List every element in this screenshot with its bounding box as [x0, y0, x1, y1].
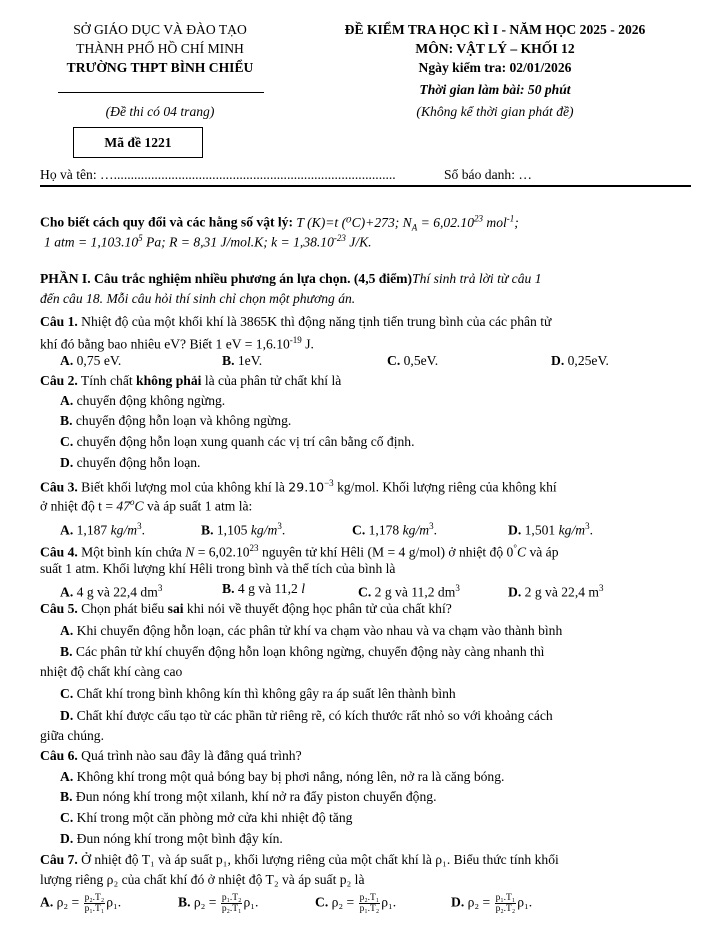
q7-d-fraction: $\frac{\text{p₁.T₁}}{\text{p₂.T₂}}$: [495, 893, 516, 914]
subject: MÔN: VẬT LÝ – KHỐI 12: [415, 41, 575, 56]
q5-option-d-cont: giữa chúng.: [40, 728, 104, 743]
part1-heading: PHẦN I. Câu trắc nghiệm nhiều phương án lựa chọn. (4,5 điểm)Thí sinh trả lời từ câu 1: [40, 271, 542, 286]
constants-lead: Cho biết cách quy đổi và các hằng số vật lý:: [40, 214, 294, 230]
q6-option-a[interactable]: A. Không khí trong một quả bóng bay bị phơi nắng, nóng lên, nở ra là căng bóng.: [60, 769, 505, 784]
q3-option-d[interactable]: D. 1,501 $kg/m^3$.: [508, 521, 593, 538]
exam-code-box: [73, 127, 203, 158]
school-underline: [58, 92, 264, 93]
q6-stem: Câu 6. Quá trình nào sau đây là đẳng quá trình?: [40, 748, 302, 763]
q5-option-b[interactable]: B. Các phân tử khí chuyển động hỗn loạn không ngừng, chuyển động này càng nhanh thì: [60, 644, 545, 659]
q7-b-fraction: $\frac{\text{p₁.T₂}}{\text{p₂.T₁}}$: [221, 893, 242, 914]
q6-option-c[interactable]: C. Khí trong một căn phòng mở cửa khi nhiệt độ tăng: [60, 810, 353, 825]
q6-option-b[interactable]: B. Đun nóng khí trong một xilanh, khí nở ra đẩy piston chuyển động.: [60, 789, 437, 804]
q7-stem-2: lượng riêng ρ₂ của chất khí đó ở nhiệt độ T₂ và áp suất p₂ là: [40, 872, 365, 887]
q2-option-c[interactable]: C. chuyển động hỗn loạn xung quanh các vị trí cân bằng cố định.: [60, 434, 415, 449]
page-count-note: (Đề thi có 04 trang): [105, 104, 215, 119]
constants-line-2: 1 atm = $1,103.10^5$ Pa; R = 8,31 J/mol.K; $k = 1,38.10^{-23}$ J/K.: [44, 233, 372, 250]
q6-option-d[interactable]: D. Đun nóng khí trong một bình đậy kín.: [60, 831, 283, 846]
q3-option-a[interactable]: A. 1,187 $kg/m^3$.: [60, 521, 145, 538]
part1-instructions: đến câu 18. Mỗi câu hỏi thí sinh chỉ chọn một phương án.: [40, 291, 356, 306]
q3-stem: Câu 3. Biết khối lượng mol của không khí là $29.10^{-3}$ kg/mol. Khối lượng riêng của không khí: [40, 478, 557, 495]
q7-option-a[interactable]: A. ρ₂ = $\frac{\text{p₂.T₂}}{\text{p₁.T₁}}$ ρ₁.: [40, 893, 122, 914]
q1-option-d[interactable]: D. 0,25eV.: [551, 353, 609, 368]
exam-title: ĐỀ KIỂM TRA HỌC KÌ I - NĂM HỌC 2025 - 2026: [344, 22, 646, 37]
q2-stem: Câu 2. Tính chất không phải là của phân tử chất khí là: [40, 373, 342, 388]
q5-stem: Câu 5. Chọn phát biểu sai khi nói về thuyết động học phân tử của chất khí?: [40, 601, 452, 616]
name-field[interactable]: Họ và tên: …...................................................................................: [40, 167, 396, 182]
dept-name: SỞ GIÁO DỤC VÀ ĐÀO TẠO: [73, 22, 247, 37]
time-note: (Không kể thời gian phát đề): [416, 104, 574, 119]
q5-option-b-cont: nhiệt độ chất khí càng cao: [40, 664, 183, 679]
city-name: THÀNH PHỐ HỒ CHÍ MINH: [76, 41, 244, 56]
q5-option-c[interactable]: C. Chất khí trong bình không kín thì không gây ra áp suất lên thành bình: [60, 686, 456, 701]
school-name: TRƯỜNG THPT BÌNH CHIỂU: [66, 60, 254, 75]
q7-c-fraction: $\frac{\text{p₂.T₁}}{\text{p₁.T₂}}$: [359, 893, 380, 914]
q4-option-c[interactable]: C. 2 g và 11,2 $dm^3$: [358, 583, 460, 600]
q7-stem: Câu 7. Ở nhiệt độ T₁ và áp suất p₁, khối lượng riêng của một chất khí là ρ₁. Biểu thức tính khối: [40, 852, 559, 867]
constants-text: T (K)=t (⁰C)+273; $N_A = 6,02.10^{23}$ mol$^{-1}$;: [296, 213, 519, 233]
q2-option-d[interactable]: D. chuyển động hỗn loạn.: [60, 455, 201, 470]
q7-option-d[interactable]: D. ρ₂ = $\frac{\text{p₁.T₁}}{\text{p₂.T₂}}$ ρ₁.: [451, 893, 533, 914]
q7-a-fraction: $\frac{\text{p₂.T₂}}{\text{p₁.T₁}}$: [84, 893, 105, 914]
q2-option-a[interactable]: A. chuyển động không ngừng.: [60, 393, 226, 408]
header-divider: [40, 185, 691, 187]
q4-option-d[interactable]: D. 2 g và 22,4 $m^3$: [508, 583, 604, 600]
q7-option-c[interactable]: C. ρ₂ = $\frac{\text{p₂.T₁}}{\text{p₁.T₂}}$ ρ₁.: [315, 893, 397, 914]
q1-stem: Câu 1. Nhiệt độ của một khối khí là 3865K thì động năng tịnh tiến trung bình của các phân tử: [40, 314, 552, 329]
q7-option-b[interactable]: B. ρ₂ = $\frac{\text{p₁.T₂}}{\text{p₂.T₁}}$ ρ₁.: [178, 893, 259, 914]
exam-code: Mã đề 1221: [104, 134, 172, 150]
q4-option-b[interactable]: B. 4 g và 11,2 l: [222, 581, 305, 596]
q1-option-b[interactable]: B. 1eV.: [222, 353, 263, 368]
q1-stem-2: khí đó bằng bao nhiêu eV? Biết 1 eV = $1,6.10^{-19}$ J.: [40, 335, 314, 352]
q1-option-a[interactable]: A. 0,75 eV.: [60, 353, 122, 368]
q4-stem-2: suất 1 atm. Khối lượng khí Hêli trong bình và thể tích của bình là: [40, 561, 396, 576]
exam-date: Ngày kiểm tra: 02/01/2026: [418, 60, 572, 75]
q5-option-a[interactable]: A. Khi chuyển động hỗn loạn, các phân tử khí va chạm vào nhau và va chạm vào thành bình: [60, 623, 563, 638]
q4-stem: Câu 4. Một bình kín chứa $N = 6,02.10^{23}$ nguyên tử khí Hêli (M = 4 g/mol) ở nhiệt độ 0°C và áp: [40, 543, 559, 560]
student-id-field[interactable]: Số báo danh: …: [444, 167, 532, 182]
q3-option-b[interactable]: B. 1,105 $kg/m^3$.: [201, 521, 286, 538]
q2-option-b[interactable]: B. chuyển động hỗn loạn và không ngừng.: [60, 413, 292, 428]
q3-stem-2: ở nhiệt độ $t = 47^oC$ và áp suất 1 atm là:: [40, 497, 253, 514]
q3-option-c[interactable]: C. 1,178 $kg/m^3$.: [352, 521, 437, 538]
exam-duration: Thời gian làm bài: 50 phút: [419, 82, 571, 97]
q1-option-c[interactable]: C. 0,5eV.: [387, 353, 439, 368]
q5-option-d[interactable]: D. Chất khí được cấu tạo từ các phần tử riêng rẽ, có kích thước rất nhỏ so với khoảng cách: [60, 708, 553, 723]
q4-option-a[interactable]: A. 4 g và 22,4 $dm^3$: [60, 583, 163, 600]
